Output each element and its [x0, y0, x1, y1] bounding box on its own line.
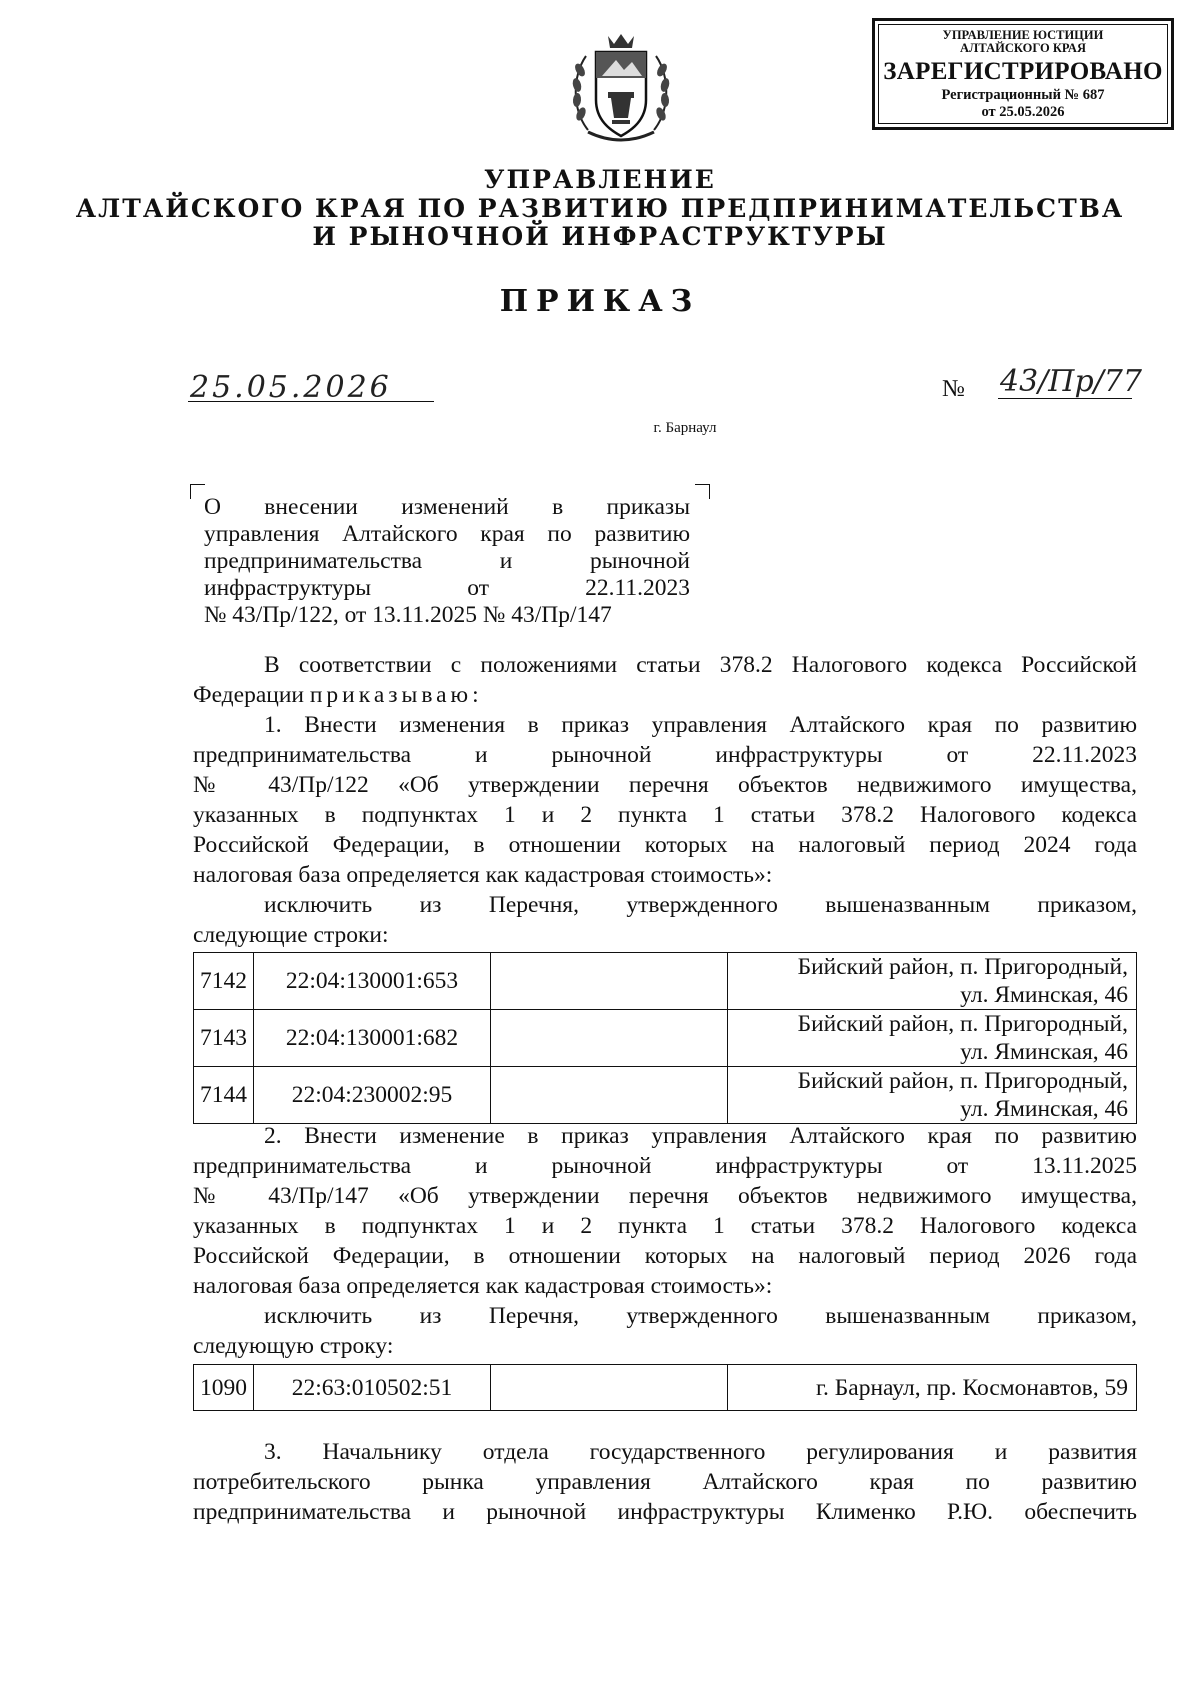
stamp-org-line1: УПРАВЛЕНИЕ ЮСТИЦИИ — [942, 28, 1104, 42]
subject-corner-right — [695, 484, 710, 499]
address-line1: Бийский район, п. Пригородный, — [797, 1011, 1128, 1037]
item-2-exclude-line: следующую строку: — [193, 1333, 394, 1359]
order-keyword: приказываю: — [309, 682, 483, 708]
header-line2: АЛТАЙСКОГО КРАЯ ПО РАЗВИТИЮ ПРЕДПРИНИМАТЕЛЬСТВА — [75, 194, 1125, 223]
table-row — [194, 1067, 1137, 1124]
item-3-line: предпринимательства и рыночной инфраструктуры Клименко Р.Ю. обеспечить — [193, 1499, 1137, 1525]
item-1-line: указанных в подпунктах 1 и 2 пункта 1 статьи 378.2 Налогового кодекса — [193, 802, 1137, 828]
preamble-line — [193, 680, 1137, 710]
subject-corner-left — [190, 484, 205, 499]
item-1-exclude-line: следующие строки: — [193, 922, 389, 948]
number-sign: № — [942, 376, 965, 402]
table-row — [194, 953, 1137, 1010]
address-cell — [728, 1067, 1137, 1124]
order-number: 43/Пр/77 — [1000, 364, 1142, 399]
exclusion-table-1 — [193, 952, 1137, 1124]
registration-stamp — [872, 18, 1174, 130]
table-row — [194, 1010, 1137, 1067]
item-1 — [193, 710, 1137, 950]
subject-line: № 43/Пр/122, от 13.11.2025 № 43/Пр/147 — [204, 602, 612, 628]
city: г. Барнаул — [653, 420, 717, 436]
number-underline — [998, 398, 1132, 399]
row-number: 7143 — [194, 1010, 254, 1067]
stamp-reg-number: Регистрационный № 687 — [941, 87, 1105, 103]
table-row — [194, 1365, 1137, 1411]
item-3-line: 3. Начальнику отдела государственного регулирования и развития — [264, 1439, 1137, 1465]
cadastral-number: 22:04:130001:653 — [254, 953, 491, 1010]
address-line2: ул. Яминская, 46 — [960, 1096, 1128, 1122]
empty-cell — [491, 1010, 728, 1067]
item-3 — [193, 1437, 1137, 1527]
item-3-line: потребительского рынка управления Алтайского края по развитию — [193, 1469, 1137, 1495]
empty-cell — [491, 1067, 728, 1124]
row-number: 7144 — [194, 1067, 254, 1124]
subject-line: инфраструктуры от 22.11.2023 — [204, 575, 690, 601]
item-1-exclude-line: исключить из Перечня, утвержденного вышеназванным приказом, — [264, 892, 1137, 918]
item-2-line: налоговая база определяется как кадастровая стоимость»: — [193, 1273, 773, 1299]
exclusion-table-2 — [193, 1364, 1137, 1411]
cadastral-number: 22:04:130001:682 — [254, 1010, 491, 1067]
address-line2: ул. Яминская, 46 — [960, 982, 1128, 1008]
row-number: 7142 — [194, 953, 254, 1010]
empty-cell — [491, 1365, 728, 1411]
address-cell — [728, 953, 1137, 1010]
address-cell: г. Барнаул, пр. Космонавтов, 59 — [728, 1365, 1137, 1411]
item-2-exclude-line: исключить из Перечня, утвержденного вышеназванным приказом, — [264, 1303, 1137, 1329]
stamp-status: ЗАРЕГИСТРИРОВАНО — [883, 58, 1163, 85]
cadastral-number: 22:04:230002:95 — [254, 1067, 491, 1124]
empty-cell — [491, 953, 728, 1010]
preamble-federation: Федерации — [193, 682, 304, 708]
header-line1: УПРАВЛЕНИЕ — [484, 165, 716, 194]
row-number: 1090 — [194, 1365, 254, 1411]
date-underline — [188, 401, 434, 402]
item-1-line: № 43/Пр/122 «Об утверждении перечня объектов недвижимого имущества, — [193, 772, 1137, 798]
item-2-line: указанных в подпунктах 1 и 2 пункта 1 статьи 378.2 Налогового кодекса — [193, 1213, 1137, 1239]
coat-of-arms-icon — [568, 30, 674, 148]
stamp-reg-date: от 25.05.2026 — [981, 104, 1065, 120]
stamp-org-line2: АЛТАЙСКОГО КРАЯ — [960, 41, 1086, 55]
item-2 — [193, 1121, 1137, 1361]
preamble — [193, 650, 1137, 710]
item-2-line: № 43/Пр/147 «Об утверждении перечня объектов недвижимого имущества, — [193, 1183, 1137, 1209]
item-1-line: 1. Внести изменения в приказ управления Алтайского края по развитию — [264, 712, 1137, 738]
item-2-line: Российской Федерации, в отношении которых на налоговый период 2026 года — [193, 1243, 1137, 1269]
cadastral-number: 22:63:010502:51 — [254, 1365, 491, 1411]
address-line1: Бийский район, п. Пригородный, — [797, 954, 1128, 980]
preamble-line: В соответствии с положениями статьи 378.2 Налогового кодекса Российской — [264, 652, 1137, 678]
header-line3: И РЫНОЧНОЙ ИНФРАСТРУКТУРЫ — [312, 222, 888, 251]
address-line2: ул. Яминская, 46 — [960, 1039, 1128, 1065]
item-1-line: Российской Федерации, в отношении которых на налоговый период 2024 года — [193, 832, 1137, 858]
item-2-line: предпринимательства и рыночной инфраструктуры от 13.11.2025 — [193, 1153, 1137, 1179]
item-1-line: налоговая база определяется как кадастровая стоимость»: — [193, 862, 773, 888]
address-line1: Бийский район, п. Пригородный, — [797, 1068, 1128, 1094]
order-subject — [204, 494, 690, 629]
item-2-line: 2. Внести изменение в приказ управления Алтайского края по развитию — [264, 1123, 1137, 1149]
subject-line: О внесении изменений в приказы — [204, 494, 690, 520]
subject-line: предпринимательства и рыночной — [204, 548, 690, 574]
order-date: 25.05.2026 — [190, 370, 392, 405]
address-cell — [728, 1010, 1137, 1067]
subject-line: управления Алтайского края по развитию — [204, 521, 690, 547]
document-type: ПРИКАЗ — [499, 284, 701, 319]
item-1-line: предпринимательства и рыночной инфраструктуры от 22.11.2023 — [193, 742, 1137, 768]
